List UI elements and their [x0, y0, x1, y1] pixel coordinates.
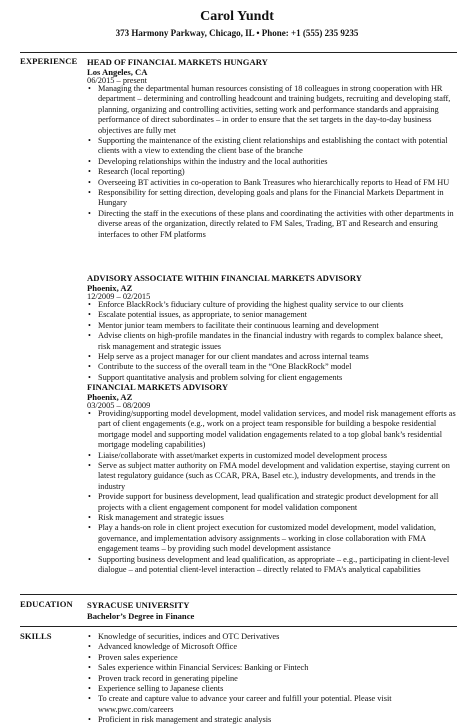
job-dates: 06/2015 – present [87, 76, 148, 85]
job-bullet-list [87, 84, 457, 240]
section-divider [20, 52, 457, 53]
job-dates: 12/2009 – 02/2015 [87, 292, 151, 301]
job-bullet-list [87, 300, 457, 383]
bullet-item: • Risk management and strategic issues [87, 513, 457, 523]
section-divider [20, 626, 457, 627]
bullet-item: • Liaise/collaborate with asset/market experts in customized model development process [87, 451, 457, 461]
experience-heading: EXPERIENCE [20, 56, 78, 66]
bullet-item: • Managing the departmental human resources consisting of 18 colleagues in strong cooperation with HR department – determining and controlling headcount and training budgets, recruiting and developing staff, planning, organizing and controlling activities, setting work and performance standards and appraising performance of direct subordinates – in order to ensure that the set targets in the day-to-day business objectives are fully met [87, 84, 457, 136]
bullet-item: • Enforce BlackRock’s fiduciary culture of providing the highest quality service to our clients [87, 300, 457, 310]
bullet-item: • Advise clients on high-profile mandates in the financial industry with regards to complex balance sheet, risk management and strategic issues [87, 331, 457, 352]
job-title: HEAD OF FINANCIAL MARKETS HUNGARY [87, 57, 268, 67]
degree: Bachelor’s Degree in Finance [87, 611, 195, 621]
skill-item: • Advanced knowledge of Microsoft Office [87, 642, 457, 652]
bullet-item: • Supporting the maintenance of the existing client relationships and establishing the contact with potential clients with a view to extending the client base of the branche [87, 136, 457, 157]
job-location: Phoenix, AZ [87, 283, 133, 293]
bullet-item: • Contribute to the success of the overall team in the “One BlackRock” model [87, 362, 457, 372]
bullet-item: • Support quantitative analysis and problem solving for client engagements [87, 373, 457, 383]
skills-heading: SKILLS [20, 631, 52, 641]
job-title: ADVISORY ASSOCIATE WITHIN FINANCIAL MARKETS ADVISORY [87, 273, 363, 283]
job-title: FINANCIAL MARKETS ADVISORY [87, 382, 229, 392]
bullet-item: • Help serve as a project manager for our client mandates and across internal teams [87, 352, 457, 362]
skill-item: • Experience selling to Japanese clients [87, 684, 457, 694]
bullet-item: • Responsibility for setting direction, developing goals and plans for the Financial Markets Department in Hungary [87, 188, 457, 209]
job-bullet-list [87, 409, 457, 576]
skills-list [87, 632, 457, 726]
bullet-item: • Directing the staff in the executions of these plans and coordinating the activities with other departments in diverse areas of the organization, directly related to FM Sales, Trading, BT and Research and ensuring interfaces to other FM platforms [87, 209, 457, 240]
skill-item: • Proven track record in generating pipeline [87, 674, 457, 684]
skill-item: • To create and capture value to advance your career and fulfill your potential. Please visit www.pwc.com/careers [87, 694, 457, 715]
bullet-item: • Provide support for business development, lead qualification and strategic product development for all projects with a client engagement component for model validation component [87, 492, 457, 513]
job-location: Los Angeles, CA [87, 67, 148, 77]
bullet-item: • Serve as subject matter authority on FMA model development and validation expertise, staying current on latest regulatory guidance (such as CCAR, PRA, Basel etc.), industry developments, and trends in the industry [87, 461, 457, 492]
skill-item: • Sales experience within Financial Services: Banking or Fintech [87, 663, 457, 673]
bullet-item: • Overseeing BT activities in co-operation to Bank Treasures who hierarchically reports to Head of FM HU [87, 178, 457, 188]
bullet-item: • Developing relationships within the industry and the local authorities [87, 157, 457, 167]
contact-line: 373 Harmony Parkway, Chicago, IL • Phone: +1 (555) 235 9235 [115, 28, 359, 38]
bullet-item: • Mentor junior team members to facilitate their continuous learning and development [87, 321, 457, 331]
candidate-name: Carol Yundt [200, 9, 274, 24]
job-location: Phoenix, AZ [87, 392, 133, 402]
bullet-item: • Research (local reporting) [87, 167, 457, 177]
section-divider [20, 594, 457, 595]
school-name: SYRACUSE UNIVERSITY [87, 600, 190, 610]
education-heading: EDUCATION [20, 599, 73, 609]
bullet-item: • Escalate potential issues, as appropriate, to senior management [87, 310, 457, 320]
bullet-item: • Supporting business development and lead qualification, as appropriate – e.g., participating in client-level dialogue – and potential client-level interaction – directly related to FMA’s analytical capabilities [87, 555, 457, 576]
skill-item: • Proven sales experience [87, 653, 457, 663]
skill-item: • Proficient in risk management and strategic analysis [87, 715, 457, 725]
job-dates: 03/2005 – 08/2009 [87, 401, 151, 410]
bullet-item: • Play a hands-on role in client project execution for customized model development, model validation, governance, and implementation advisory assignments – working in close collaboration with FMA engagement teams – by providing such model development assistance [87, 523, 457, 554]
skill-item: • Knowledge of securities, indices and OTC Derivatives [87, 632, 457, 642]
bullet-item: • Providing/supporting model development, model validation services, and model risk management efforts as part of client engagements (e.g., work on a project team responsible for building a bespoke residential mortgage model and supporting model validation engagements related to a top global bank’s residential mortgage modeling capabilities) [87, 409, 457, 451]
